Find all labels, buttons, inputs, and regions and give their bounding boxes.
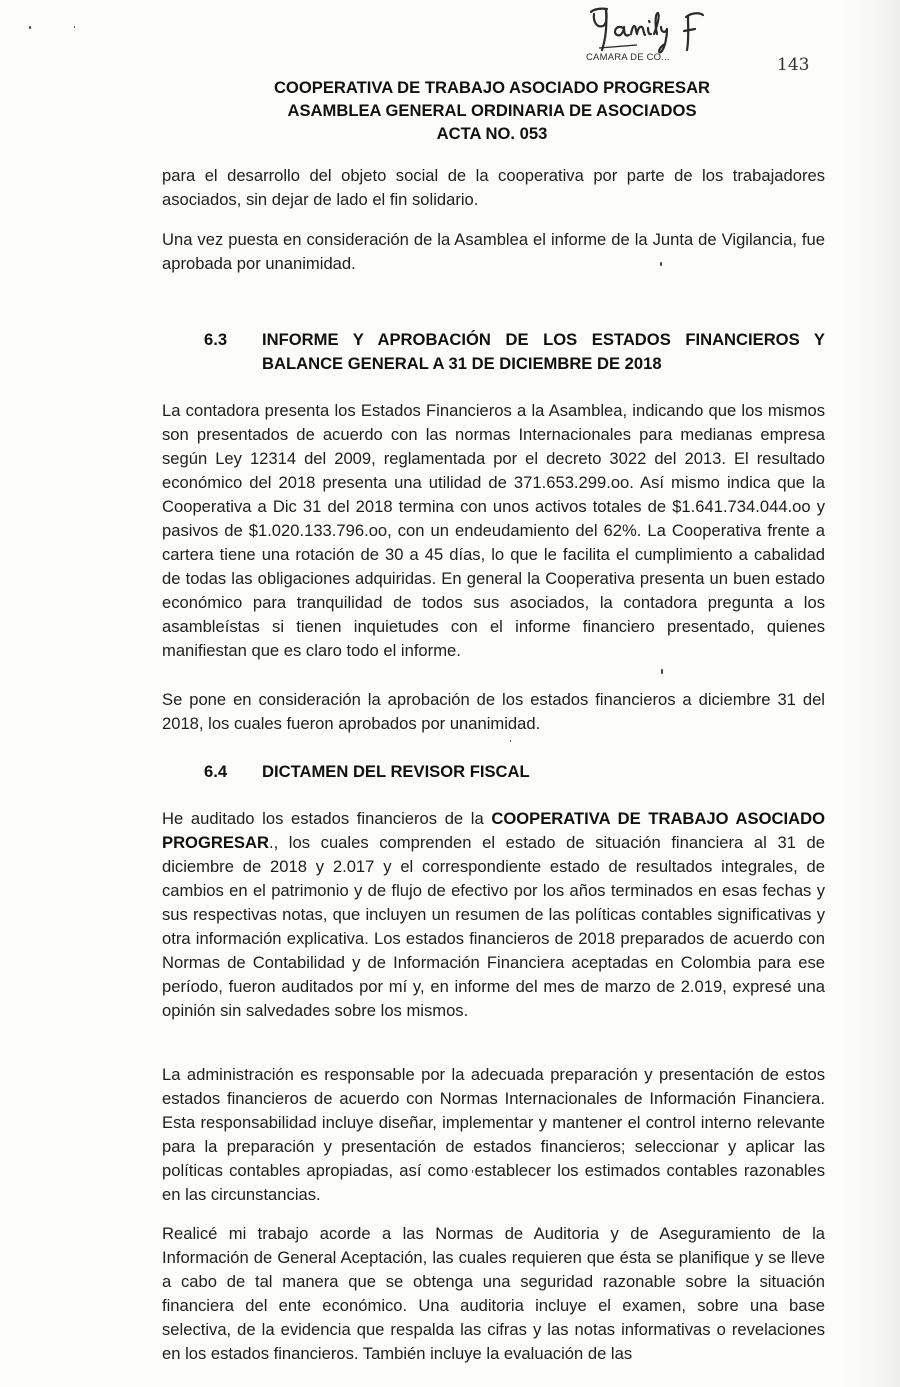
scan-edge-shadow: [840, 0, 900, 1387]
stamp-label: CAMARA DE CO...: [586, 52, 670, 63]
section-6-4-paragraph-2: La administración es responsable por la adecuada preparación y presentación de estos estados financieros de acuerdo con Normas Internacionales de Información Financiera. Esta responsabilidad incluye diseñar, implementar y mantener el control interno relevante para la preparación y presentación de estados financieros; seleccionar y aplicar las políticas contables apropiadas, así como establecer los estimados contables razonables en las circunstancias.: [162, 1065, 825, 1204]
section-title-6-4: DICTAMEN DEL REVISOR FISCAL: [262, 762, 530, 781]
intro-paragraph-2: Una vez puesta en consideración de la Asamblea el informe de la Junta de Vigilancia, fue aprobada por unanimidad.: [162, 230, 825, 273]
section-title-6-3: INFORME Y APROBACIÓN DE LOS ESTADOS FINANCIEROS Y BALANCE GENERAL A 31 DE DICIEMBRE DE 2018: [262, 330, 825, 373]
scan-speck: [74, 26, 75, 28]
cooperative-name: COOPERATIVA DE TRABAJO ASOCIADO PROGRESAR: [162, 809, 825, 852]
header-assembly: ASAMBLEA GENERAL ORDINARIA DE ASOCIADOS: [287, 101, 697, 120]
header-organization: COOPERATIVA DE TRABAJO ASOCIADO PROGRESAR: [273, 78, 711, 97]
document-header: [160, 76, 824, 145]
paragraph-text: ., los cuales comprenden el estado de situación financiera al 31 de diciembre de 2018 y 2.017 y el correspondiente estado de resultados integrales, de cambios en el patrimonio y de flujo de efectivo por los años terminados en esas fechas y sus respectivas notas, que incluyen un resumen de las políticas contables significativas y otra información explicativa. Los estados financieros de 2018 preparados de acuerdo con Normas de Contabilidad y de Información Financiera aceptadas en Colombia para ese período, fueron auditados por mí y, en informe del mes de marzo de 2.019, expresé una opinión sin salvedades sobre los mismos.: [162, 833, 825, 1020]
section-6-3-paragraph-2: Se pone en consideración la aprobación de los estados financieros a diciembre 31 del 2018, los cuales fueron aprobados por unanimidad.: [162, 690, 825, 733]
scan-speck: [510, 740, 511, 742]
header-acta-number: ACTA NO. 053: [436, 124, 548, 143]
scan-speck: [29, 26, 31, 29]
scan-speck: [661, 669, 663, 674]
section-6-4-paragraph-3: Realicé mi trabajo acorde a las Normas de Auditoria y de Aseguramiento de la Información de General Aceptación, las cuales requieren que ésta se planifique y se lleve a cabo de tal manera que se obtenga una seguridad razonable sobre la situación financiera del ente económico. Una auditoria incluye el examen, sobre una base selectiva, de la evidencia que respalda las cifras y las notas informativas o revelaciones en los estados financieros. También incluye la evaluación de las: [162, 1224, 825, 1363]
page-number: 143: [777, 55, 810, 75]
intro-paragraph-1: para el desarrollo del objeto social de la cooperativa por parte de los trabajadores asociados, sin dejar de lado el fin solidario.: [162, 166, 825, 209]
paragraph-text: He auditado los estados financieros de la: [162, 809, 492, 828]
section-number-6-4: 6.4: [204, 762, 228, 781]
section-6-3-paragraph-1: La contadora presenta los Estados Financieros a la Asamblea, indicando que los mismos son presentados de acuerdo con las normas Internacionales para medianas empresa según Ley 12314 del 2009, reglamentada por el decreto 3022 del 2013. El resultado económico del 2018 presenta una utilidad de 371.653.299.oo. Así mismo indica que la Cooperativa a Dic 31 del 2018 termina con unos activos totales de $1.641.734.044.oo y pasivos de $1.020.133.796.oo, con un endeudamiento del 62%. La Cooperativa frente a cartera tiene una rotación de 30 a 45 días, lo que le facilita el cumplimiento a cabalidad de todas las obligaciones adquiridas. En general la Cooperativa presenta un buen estado económico para tranquilidad de todos sus asociados, la contadora pregunta a los asambleístas si tienen inquietudes con el informe financiero presentado, quienes manifiestan que es claro todo el informe.: [162, 401, 825, 660]
section-6-4-paragraph-1: [162, 807, 825, 1023]
section-number-6-3: 6.3: [204, 330, 228, 349]
